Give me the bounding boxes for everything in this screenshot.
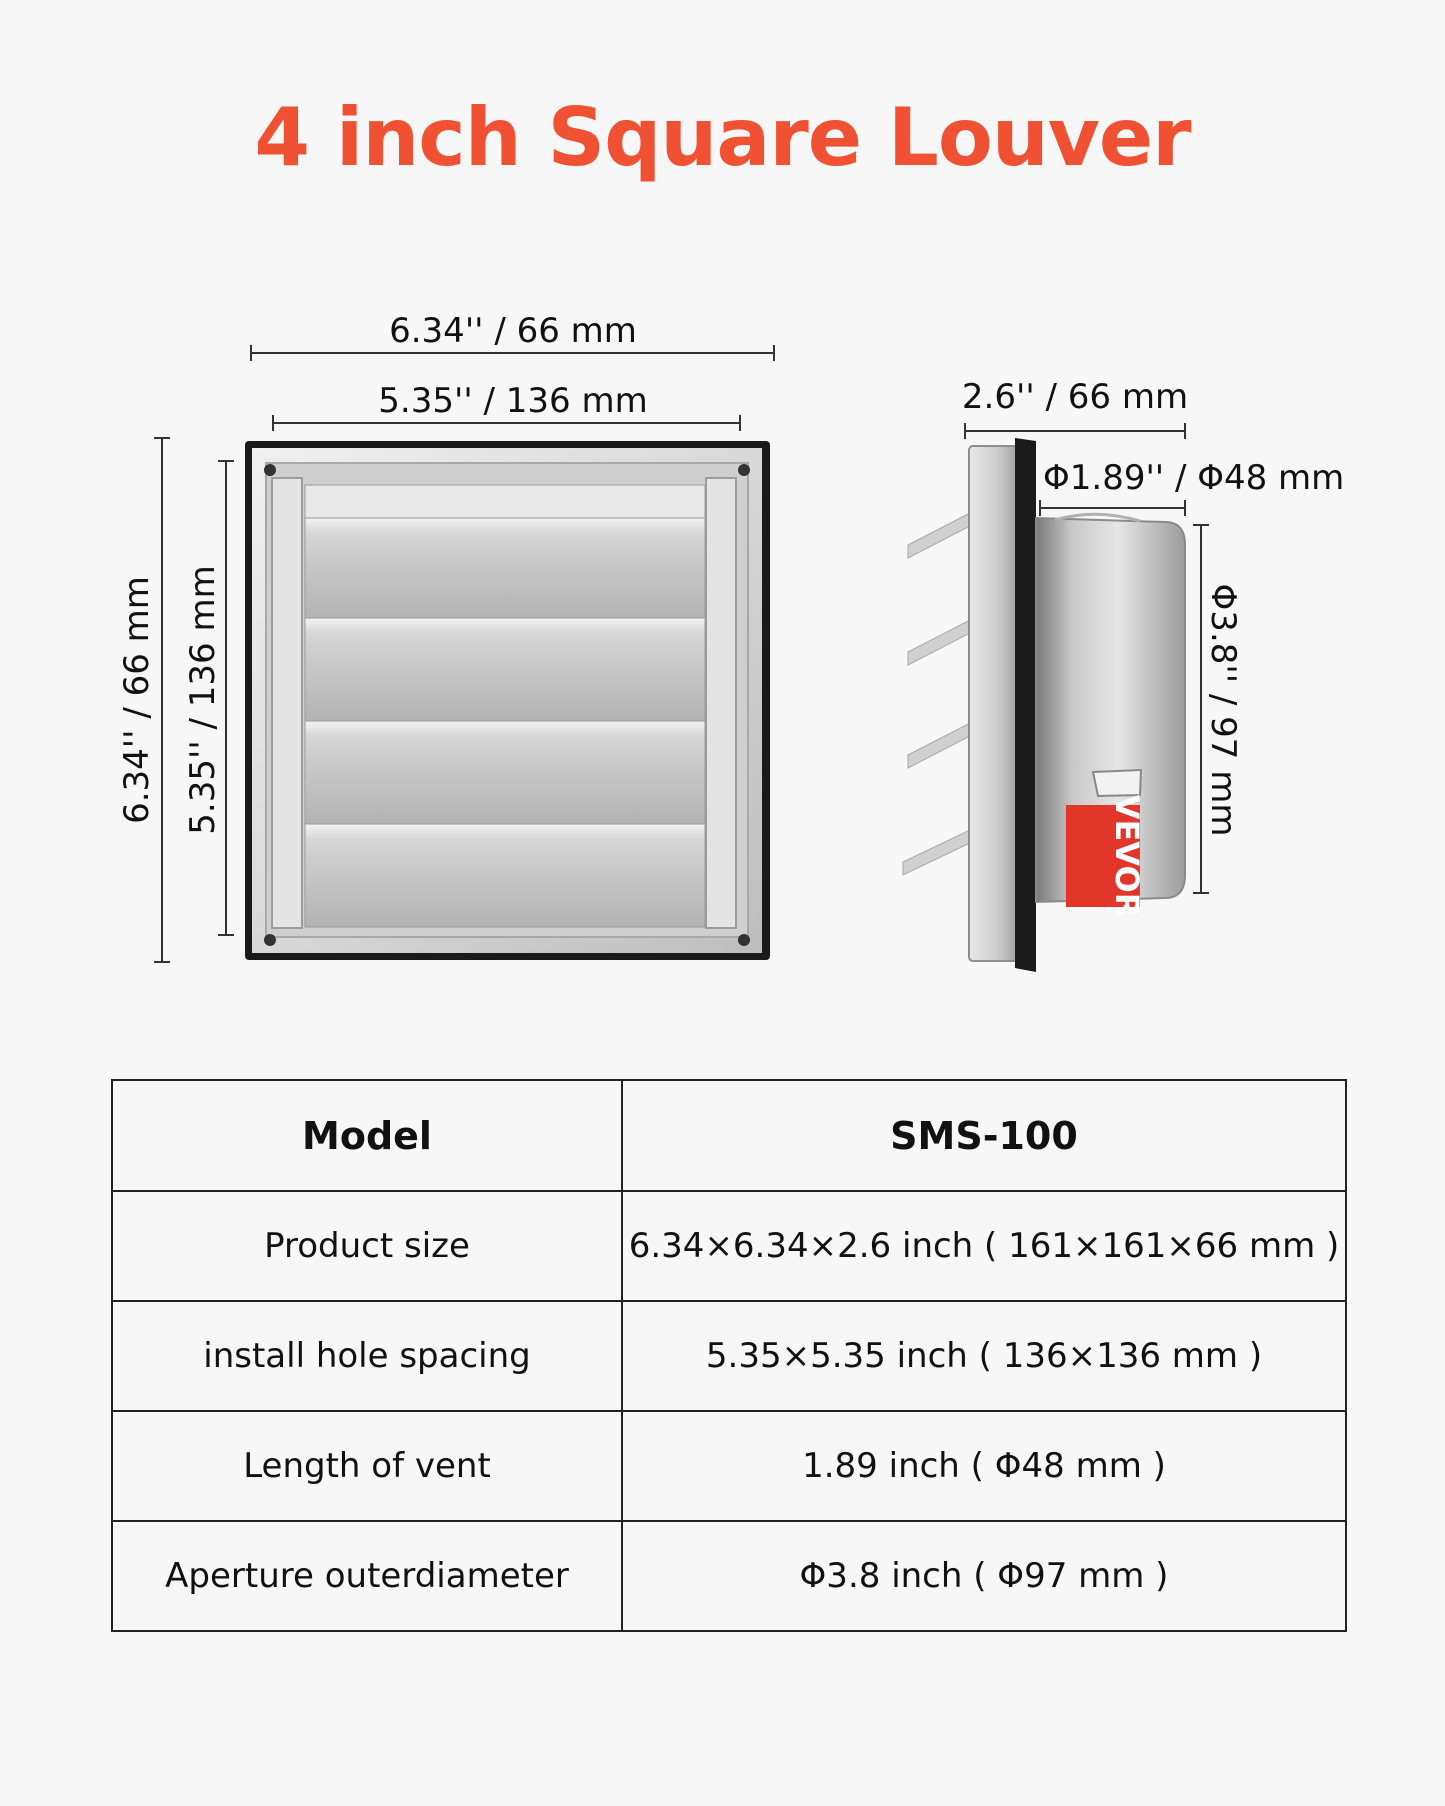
table-row	[112, 1411, 1346, 1521]
outer-height-dimension	[117, 438, 170, 962]
outer-width-label: 6.34'' / 66 mm	[389, 311, 637, 351]
table-row	[112, 1301, 1346, 1411]
inner-width-label: 5.35'' / 136 mm	[378, 381, 648, 421]
page-title: 4 inch Square Louver	[254, 91, 1191, 184]
row-value: Φ3.8 inch ( Φ97 mm )	[622, 1521, 1346, 1631]
outer-height-label: 6.34'' / 66 mm	[117, 576, 157, 824]
vent-length-dimension	[1040, 458, 1344, 516]
row-label: Aperture outerdiameter	[112, 1521, 622, 1631]
table-row	[112, 1521, 1346, 1631]
side-slat-edges	[903, 512, 972, 875]
inner-height-label: 5.35'' / 136 mm	[183, 565, 223, 835]
table-header-row	[112, 1080, 1346, 1191]
side-view	[903, 377, 1344, 972]
brand-logo: VEVOR	[1108, 794, 1146, 918]
depth-label: 2.6'' / 66 mm	[961, 377, 1189, 417]
diameter-dimension	[1193, 525, 1243, 893]
header-model-value: SMS-100	[622, 1080, 1346, 1191]
outer-width-dimension	[251, 311, 774, 361]
depth-dimension	[962, 377, 1188, 439]
inner-width-dimension	[273, 381, 740, 431]
row-label: Product size	[112, 1191, 622, 1301]
table-row	[112, 1191, 1346, 1301]
header-model-label: Model	[112, 1080, 622, 1191]
side-plate	[969, 446, 1022, 961]
row-label: install hole spacing	[112, 1301, 622, 1411]
vent-length-label: Φ1.89'' / Φ48 mm	[1043, 458, 1345, 498]
spec-table	[111, 1079, 1347, 1632]
row-value: 1.89 inch ( Φ48 mm )	[622, 1411, 1346, 1521]
inner-height-dimension	[183, 461, 234, 935]
row-value: 6.34×6.34×2.6 inch ( 161×161×66 mm )	[622, 1191, 1346, 1301]
diameter-label: Φ3.8'' / 97 mm	[1203, 583, 1243, 837]
front-view	[117, 311, 774, 962]
row-label: Length of vent	[112, 1411, 622, 1521]
louver-slats	[305, 485, 705, 927]
row-value: 5.35×5.35 inch ( 136×136 mm )	[622, 1301, 1346, 1411]
